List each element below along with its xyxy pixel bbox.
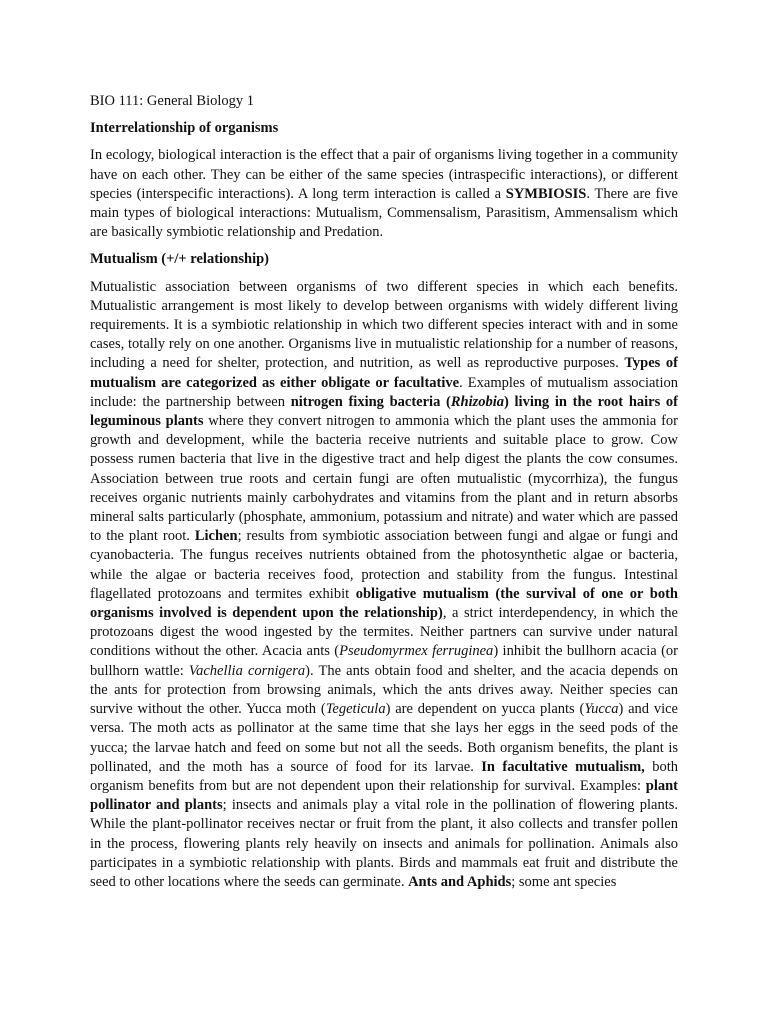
text-run: Rhizobia <box>450 393 505 410</box>
text-run: Lichen <box>194 528 238 545</box>
text-run: obligative mutualism (the survival of one or both organisms involved is dependent upon the relationship) <box>90 585 678 622</box>
text-run: In facultative mutualism, <box>481 758 645 775</box>
text-run: ). The ants obtain food and shelter, and the acacia depends on the ants for protection from browsing animals, which the ants drives away. Neither species can survive without the other. Yucca moth ( <box>90 662 678 718</box>
text-run: Mutualistic association between organisms of two different species in which each benefits. Mutualistic arrangement is most likely to develop between organisms with widely different living requirements. It is a symbiotic relationship in which two different species interact with and in some cases, totally rely on one another. Organisms live in mutualistic relationship for a number of reasons, including a need for shelter, protection, and nutrition, as well as reproductive purposes. <box>90 278 678 372</box>
text-run: SYMBIOSIS <box>505 185 587 202</box>
text-run: ; insects and animals play a vital role in the pollination of flowering plants. While the plant-pollinator receives nectar or fruit from the plant, it also collects and transfer pollen in the process, flowering plants rely heavily on insects and animals for pollination. Animals also participates in a symbiotic relationship with plants. Birds and mammals eat fruit and distribute the seed to other locations where the seeds can germinate. <box>90 797 678 890</box>
text-run: where they convert nitrogen to ammonia which the plant uses the ammonia for growth and development, while the bacteria receive nutrients and suitable place to grow. Cow possess rumen bacteria that live in the digestive tract and help digest the plants the cow consumes. Association between true roots and certain fungi are often mutualistic (mycorrhiza), the fungus receives organic nutrients mainly carbohydrates and vitamins from the plant and in return absorbs mineral salts particularly (phosphate, ammonium, potassium and nitrate) and water which are passed to the plant root. <box>90 413 678 545</box>
text-run: ; some ant species <box>511 873 617 890</box>
text-run: , a strict interdependency, in which the protozoans digest the wood ingested by the termites. Neither partners can survive under natural conditions without the other. Acacia ants ( <box>90 605 678 660</box>
text-run: . There are five main types of biological interactions: Mutualism, Commensalism, Parasitism, Ammensalism which are basically symbiotic relationship and Predation. <box>90 185 678 241</box>
text-run: ) are dependent on yucca plants ( <box>385 701 585 718</box>
text-run: ) living in the root hairs of leguminous plants <box>90 393 678 430</box>
section-heading-mutualism: Mutualism (+/+ relationship) <box>90 251 269 268</box>
text-run: both organism benefits from but are not dependent upon their relationship for survival. Examples: <box>90 758 679 794</box>
text-run: Vachellia cornigera <box>188 662 306 679</box>
text-run: Types of mutualism are categorized as either obligate or facultative <box>90 355 678 391</box>
paragraph-mutualism <box>90 278 678 893</box>
text-run: Ants and Aphids <box>408 873 512 890</box>
text-run: ) inhibit the bullhorn acacia (or bullhorn wattle: <box>90 643 678 679</box>
text-run: Tegeticula <box>325 701 386 718</box>
text-run: plant pollinator and plants <box>90 777 678 814</box>
text-run: Pseudomyrmex ferruginea <box>339 643 494 660</box>
paragraph-interrelationship <box>90 146 678 242</box>
document-page <box>90 92 678 900</box>
text-run: ) and vice versa. The moth acts as pollinator at the same time that she lays her eggs in the seed pods of the yucca; the larvae hatch and feed on some but not all the seeds. Both organism benefits, the plant is pollinated, and the moth has a source of food for its larvae. <box>90 701 678 775</box>
text-run: . Examples of mutualism association include: the partnership between <box>90 374 678 410</box>
section-heading-interrelationship: Interrelationship of organisms <box>90 120 279 137</box>
text-run: Yucca <box>584 701 619 718</box>
text-run: nitrogen fixing bacteria ( <box>290 393 451 410</box>
text-run: ; results from symbiotic association between fungi and algae or fungi and cyanobacteria. The fungus receives nutrients obtained from the photosynthetic algae or bacteria, while the algae or bacteria receives food, protection and stability from the fungus. Intestinal flagellated protozoans and termites exhibit <box>90 528 678 602</box>
text-run: In ecology, biological interaction is the effect that a pair of organisms living together in a community have on each other. They can be either of the same species (intraspecific interactions), or different species (interspecific interactions). A long term interaction is called a <box>90 147 678 202</box>
course-title: BIO 111: General Biology 1 <box>90 93 255 109</box>
